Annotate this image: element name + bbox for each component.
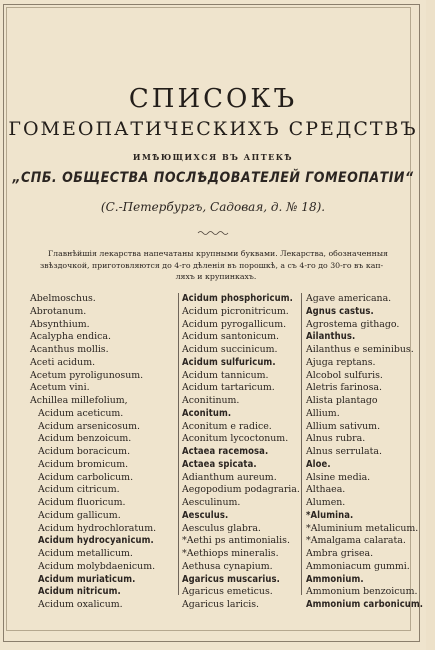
remedy-item: Aletris farinosa. [306, 382, 382, 394]
remedy-item: Acalypha endica. [30, 331, 111, 343]
page-title-line2: ГОМЕОПАТИЧЕСКИХЪ СРЕДСТВЪ [8, 118, 418, 140]
remedy-item: Acidum fluoricum. [38, 497, 126, 508]
remedy-item: Acidum molybdaenicum. [38, 560, 156, 572]
remedy-item: Acetum vini. [30, 382, 90, 394]
remedy-item: Acetum pyroligunosum. [30, 369, 144, 381]
remedy-item: Acidum citricum. [38, 484, 120, 496]
remedy-item: Acidum nitricum. [38, 586, 121, 598]
remedy-item: Achillea millefolium, [30, 395, 128, 406]
remedy-item: Acidum arsenicosum. [38, 420, 141, 432]
remedy-item: *Aethiops mineralis. [182, 548, 279, 559]
remedy-item: Acidum aceticum. [38, 407, 124, 419]
remedy-item: Acidum carbolicum. [38, 471, 134, 483]
remedy-column-1 [30, 293, 175, 610]
remedy-item: Aesculus. [182, 509, 229, 521]
note-line: Главнѣйшія лекарства напечатаны крупными буквами. Лекарства, обозначенныя [48, 249, 388, 258]
remedy-item: Acidum phosphoricum. [182, 293, 293, 304]
remedy-item: Alumen. [306, 497, 346, 508]
remedy-item: Ammoniacum gummi. [306, 560, 410, 572]
remedy-item: Acidum pyrogallicum. [182, 318, 287, 330]
remedy-column-3 [302, 293, 435, 610]
remedy-item: Alista plantago [306, 395, 378, 406]
remedy-item: Alnus rubra. [306, 433, 366, 445]
address: (С.-Петербургъ, Садовая, д. № 18). [100, 200, 326, 214]
remedy-item: Aegopodium podagraria. [182, 484, 300, 496]
remedy-item: Acidum succinicum. [182, 344, 278, 355]
remedy-item: *Aethi ps antimonialis. [182, 535, 290, 547]
remedy-item: Acidum metallicum. [38, 548, 133, 559]
remedy-item: Adianthum aureum. [182, 471, 277, 483]
remedy-item: *Amalgama calarata. [306, 535, 406, 547]
remedy-item: Aloe. [306, 458, 331, 470]
remedy-item: Alsine media. [306, 471, 371, 483]
remedy-item: Agaricus laricis. [182, 599, 260, 610]
remedy-item: Acidum bromicum. [38, 458, 129, 470]
remedy-item: Acidum boracicum. [38, 446, 131, 457]
remedy-item: Ammonium benzoicum. [306, 586, 418, 598]
remedy-item: *Aluminium metalicum. [306, 522, 419, 534]
remedy-list [28, 293, 424, 610]
remedy-item: Agaricus muscarius. [182, 573, 280, 585]
remedy-item: Acidum hydrochloratum. [38, 522, 157, 534]
remedy-column-2 [178, 293, 304, 610]
remedy-item: Alnus serrulata. [306, 446, 382, 457]
remedy-item: Acidum gallicum. [38, 509, 121, 521]
ornament-divider [198, 230, 228, 236]
remedy-item: Agaricus emeticus. [182, 586, 273, 598]
remedy-item: Aconitinum. [182, 395, 240, 406]
remedy-item: Allium. [306, 407, 340, 419]
note-line: звѣздочкой, приготовляются до 4-го дѣленія въ порошкѣ, а съ 4-го до 30-го въ кап- [40, 260, 384, 270]
remedy-item: Acidum santonicum. [182, 331, 279, 343]
remedy-item: Althaea. [306, 484, 346, 496]
remedy-item: Acidum sulfuricum. [182, 356, 276, 368]
remedy-item: Acidum oxalicum. [38, 599, 123, 610]
remedy-item: Acidum hydrocyanicum. [38, 535, 154, 547]
remedy-item: *Alumina. [306, 509, 354, 521]
remedy-item: Absynthium. [30, 318, 90, 330]
remedy-item: Aceti acidum. [30, 356, 96, 368]
remedy-item: Ajuga reptans. [306, 356, 376, 368]
remedy-item: Acidum benzoicum. [38, 433, 132, 445]
remedy-item: Alcobol sulfuris. [306, 369, 383, 381]
note-line: ляхъ и крупинкахъ. [175, 272, 257, 281]
remedy-item: Abelmoschus. [30, 293, 96, 304]
remedy-item: Aethusa cynapium. [182, 560, 273, 572]
society-name: „СПБ. ОБЩЕСТВА ПОСЛѢДОВАТЕЛЕЙ ГОМЕОПАТІИ“ [12, 170, 414, 186]
remedy-item: Ambra grisea. [306, 548, 374, 559]
remedy-item: Allium sativum. [306, 420, 381, 432]
remedy-item: Agrostema githago. [306, 318, 400, 330]
remedy-item: Actaea spicata. [182, 458, 257, 470]
remedy-item: Acidum tannicum. [182, 369, 269, 381]
remedy-item: Aconitum e radice. [182, 420, 272, 432]
explanatory-note [40, 248, 392, 283]
remedy-item: Acidum muriaticum. [38, 573, 136, 585]
remedy-item: Aesculus glabra. [182, 522, 261, 534]
remedy-item: Acanthus mollis. [30, 344, 109, 355]
remedy-item: Agnus castus. [306, 305, 374, 317]
remedy-item: Abrotanum. [30, 305, 87, 317]
remedy-item: Ammonium carbonicum. [306, 599, 424, 610]
page-title: СПИСОКЪ [128, 84, 298, 114]
remedy-item: Ailanthus. [306, 331, 356, 343]
remedy-item: Aconitum. [182, 407, 232, 419]
subtitle: ИМѢЮЩИХСЯ ВЪ АПТЕКѢ [132, 152, 294, 162]
remedy-item: Actaea racemosa. [182, 446, 269, 457]
remedy-item: Aesculinum. [182, 497, 241, 508]
remedy-item: Acidum tartaricum. [182, 382, 275, 394]
remedy-item: Acidum picronitricum. [182, 305, 289, 317]
remedy-item: Agave americana. [306, 293, 392, 304]
remedy-item: Ammonium. [306, 573, 364, 585]
remedy-item: Aconitum lycoctonum. [182, 433, 289, 445]
remedy-item: Ailanthus e seminibus. [306, 344, 414, 355]
